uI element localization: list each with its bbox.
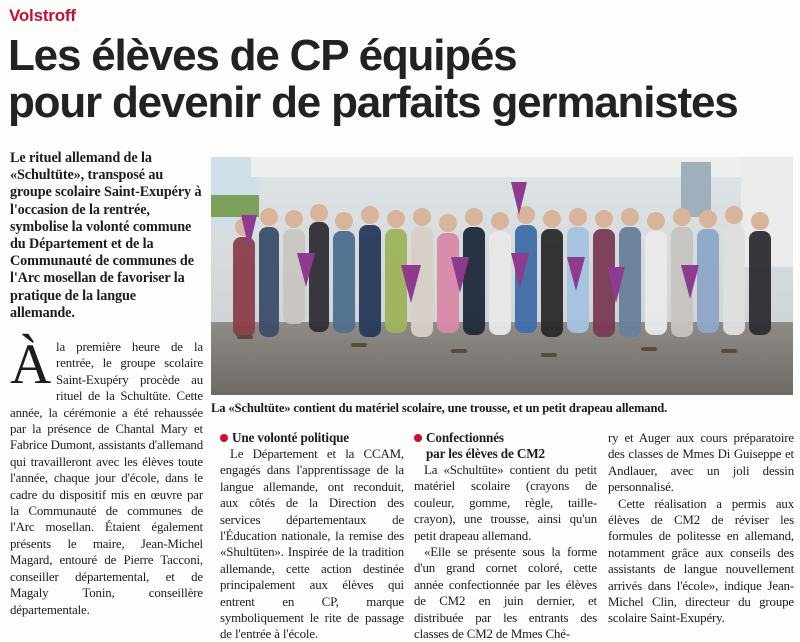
body-column-3 <box>414 430 597 642</box>
headline-line-1: Les élèves de CP équipés <box>8 31 517 80</box>
subhead-line: par les élèves de CM2 <box>426 446 545 461</box>
subhead-line: Confectionnés <box>426 430 504 445</box>
body-paragraph <box>10 333 203 618</box>
body-column-4 <box>608 430 794 627</box>
article-photo <box>211 157 793 395</box>
body-paragraph: «Elle se présente sous la forme d'un grand cornet coloré, cette année confectionnée par les élèves de CM2 en juin dernier, et distribuée par les entrants des classes de CM2 de Mmes Ché- <box>414 545 597 642</box>
body-column-1 <box>10 333 203 618</box>
body-column-2 <box>220 430 404 642</box>
red-dot-bullet-icon <box>220 434 228 442</box>
red-dot-bullet-icon <box>414 434 422 442</box>
photo-caption: La «Schultüte» contient du matériel scolaire, une trousse, et un petit drapeau allemand. <box>211 401 668 415</box>
group-photo-illustration <box>211 157 793 395</box>
chapo-lead: Le rituel allemand de la «Schultüte», transposé au groupe scolaire Saint-Exupéry à l'occasion de la rentrée, symbolise la volonté commune du Département et de la Communauté de communes de l'Arc mosellan de favoriser la pratique de la langue allemande. <box>10 150 202 321</box>
subhead-politique <box>220 430 404 446</box>
drop-cap: À <box>10 333 52 396</box>
body-text: la première heure de la rentrée, le groupe scolaire Saint-Exupéry procède au rituel de la Schultüte. Cette année, la cérémonie a été rehaussée par la présence de Chantal Mary et Fabrice Dumont, assistants d'allemand qui travailleront avec les élèves toute l'année, chaque jour d'école, dans le cadre du dispositif mis en œuvre par la Communauté de communes de l'Arc mosellan. Étaient également présents le maire, Jean-Michel Magard, entouré de Pierre Tacconi, conseiller départemental, et de Magaly Tonin, conseillère départementale. <box>10 340 203 617</box>
headline <box>8 32 798 126</box>
headline-line-2: pour devenir de parfaits germanistes <box>8 78 738 127</box>
subhead-confectionnes <box>414 430 597 462</box>
subhead-line: Une volonté politique <box>232 430 350 445</box>
body-paragraph: Le Département et la CCAM, engagés dans l'apprentissage de la langue allemande, ont reconduit, aux côtés de la Direction des services départementaux de l'Éducation nationale, la remise des «Shultüten». Inspirée de la tradition allemande, cette action destinée principalement aux élèves qui entrent en CP, marque symboliquement le rite de passage de l'entrée à l'école. <box>220 447 404 642</box>
body-paragraph: ry et Auger aux cours préparatoire des classes de Mmes Di Guiseppe et Andlauer, avec un joli dessin personnalisé. <box>608 431 794 495</box>
body-paragraph: Cette réalisation a permis aux élèves de CM2 de réviser les formules de politesse en allemand, notamment grâce aux conseils des assistants de langue nouvellement arrivés dans l'école», indique Jean-Michel Clin, directeur du groupe scolaire Saint-Exupéry. <box>608 496 794 626</box>
body-paragraph: La «Schultüte» contient du petit matériel scolaire (crayons de couleur, gomme, règle, taille-crayon), une trousse, ainsi qu'un petit drapeau allemand. <box>414 463 597 543</box>
kicker-location: Volstroff <box>9 6 76 25</box>
